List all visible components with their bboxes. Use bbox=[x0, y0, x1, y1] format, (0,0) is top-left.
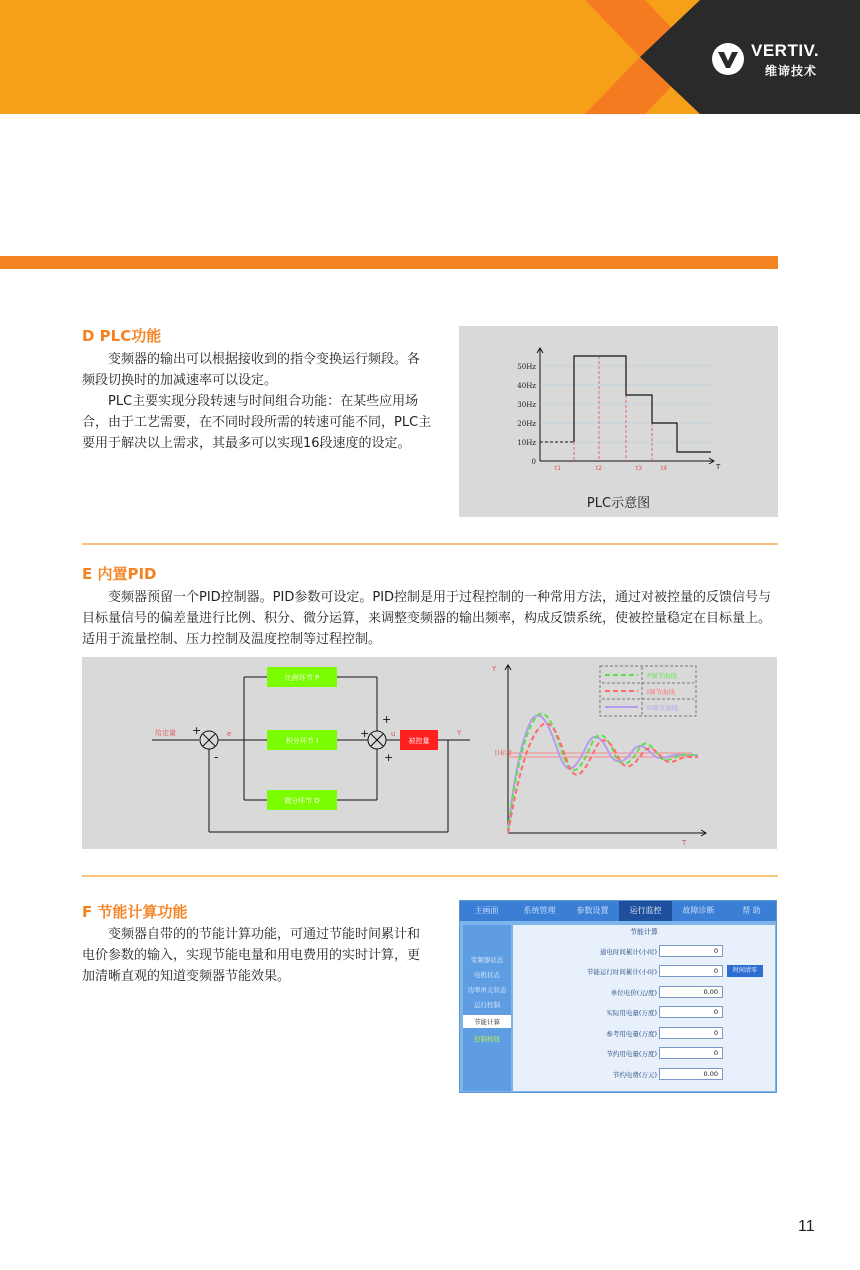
ui-row-input[interactable]: 0.00 bbox=[659, 986, 723, 998]
section-e-line: 目标量信号的偏差量进行比例、积分、微分运算，来调整变频器的输出频率，构成反馈系统，使被控量稳定在目标量上。 bbox=[82, 611, 772, 626]
plc-x-marker: t3 bbox=[635, 465, 643, 472]
section-d-line: 频段切换时的加减速率可以设定。 bbox=[82, 373, 278, 388]
pid-block-i-label: 积分环节 I bbox=[285, 737, 319, 745]
ui-side-item[interactable]: 电机状态 bbox=[474, 971, 500, 979]
pid-plot-y-label: Y bbox=[492, 665, 497, 673]
plc-step-line bbox=[574, 356, 711, 452]
vertiv-logo-icon bbox=[711, 42, 745, 76]
section-d-line: PLC主要实现分段转速与时间组合功能：在某些应用场 bbox=[108, 394, 419, 409]
plc-y-tick: 0 bbox=[531, 458, 536, 466]
section-d-title: D PLC功能 bbox=[82, 327, 162, 345]
plc-x-marker: t1 bbox=[554, 465, 562, 472]
ui-side-item[interactable]: 控制按钮 bbox=[474, 1035, 500, 1043]
ui-row-value: 0 bbox=[659, 945, 723, 957]
plc-y-tick: 10Hz bbox=[517, 439, 536, 447]
ui-side-item[interactable]: 运行控制 bbox=[474, 1001, 500, 1009]
pid-legend-entry: I调节曲线 bbox=[647, 688, 675, 696]
ui-row bbox=[513, 1006, 775, 1020]
header-dark-panel bbox=[640, 0, 860, 114]
pid-block-p-label: 比例环节 P bbox=[284, 674, 320, 682]
plc-caption: PLC示意图 bbox=[586, 496, 651, 511]
plc-figure bbox=[459, 326, 778, 517]
pid-error-label: e bbox=[227, 730, 232, 738]
ui-row-value: 0.00 bbox=[659, 1068, 723, 1080]
ui-side-item[interactable]: 功率单元状态 bbox=[467, 986, 507, 994]
section-d-line: 合，由于工艺需要，在不同时段所需的转速可能不同，PLC主 bbox=[82, 415, 432, 430]
ui-row-label: 节能运行时间累计(小时) bbox=[586, 968, 657, 976]
ui-row bbox=[513, 986, 775, 1000]
ui-main-panel bbox=[513, 925, 775, 1091]
pid-curve-red bbox=[508, 724, 698, 833]
ui-reset-time-button[interactable]: 时间清零 bbox=[727, 965, 763, 977]
ui-nav-help[interactable]: 帮 助 bbox=[742, 906, 761, 915]
ui-nav-params[interactable]: 参数设置 bbox=[576, 906, 609, 915]
plc-y-tick: 40Hz bbox=[517, 382, 536, 390]
plc-step-chart bbox=[459, 326, 778, 486]
pid-sign-minus: - bbox=[214, 750, 219, 764]
pid-summing-junction bbox=[200, 731, 218, 749]
ui-row-value: 0 bbox=[659, 1006, 723, 1018]
ui-row bbox=[513, 945, 775, 959]
ui-nav-system[interactable]: 系统管理 bbox=[523, 906, 556, 915]
brand-name: VERTIV. bbox=[751, 41, 820, 60]
section-divider bbox=[82, 543, 778, 545]
section-d-line: 要用于解决以上需求，其最多可以实现16段速度的设定。 bbox=[82, 436, 411, 451]
ui-side-item[interactable]: 变频器状态 bbox=[470, 956, 504, 964]
pid-legend-entry: D调节曲线 bbox=[647, 704, 679, 712]
section-f-paragraph bbox=[82, 924, 442, 987]
pid-sign-plus: + bbox=[192, 724, 202, 737]
ui-nav-monitor[interactable]: 运行监控 bbox=[619, 901, 672, 921]
pid-plot-x-label: T bbox=[682, 839, 687, 847]
plc-x-marker: t2 bbox=[595, 465, 603, 472]
ui-row bbox=[513, 965, 775, 979]
brand-subtitle: 维谛技术 bbox=[765, 64, 818, 78]
pid-block-plant-label: 被控量 bbox=[408, 737, 430, 745]
ui-nav-bar bbox=[460, 901, 777, 921]
ui-row bbox=[513, 1068, 775, 1082]
ui-row-value: 0 bbox=[659, 965, 723, 977]
section-e-line: 变频器预留一个PID控制器。PID参数可设定。PID控制是用于过程控制的一种常用方法，通过对被控量的反馈信号与 bbox=[108, 590, 772, 605]
plc-x-marker: t4 bbox=[660, 465, 668, 472]
section-f-line: 变频器自带的的节能计算功能，可通过节能时间累计和 bbox=[108, 927, 421, 942]
top-divider bbox=[0, 256, 778, 269]
pid-figure bbox=[82, 657, 777, 849]
plc-x-axis-label: T bbox=[716, 463, 721, 471]
section-divider bbox=[82, 875, 778, 877]
section-f-line: 加清晰直观的知道变频器节能效果。 bbox=[82, 969, 291, 984]
section-d-line: 变频器的输出可以根据接收到的指令变换运行频段。各 bbox=[108, 352, 421, 367]
section-f-title: F 节能计算功能 bbox=[82, 903, 188, 921]
pid-sign-plus: + bbox=[360, 727, 370, 740]
section-d-paragraph bbox=[82, 349, 442, 454]
plc-y-tick: 50Hz bbox=[517, 363, 536, 371]
header-banner bbox=[0, 0, 860, 114]
section-e-title: E 内置PID bbox=[82, 565, 157, 583]
ui-row-input[interactable]: 0 bbox=[659, 1027, 723, 1039]
pid-output-label: Y bbox=[457, 729, 462, 737]
ui-nav-main[interactable]: 主画面 bbox=[474, 906, 499, 915]
ui-nav-fault[interactable]: 故障诊断 bbox=[682, 906, 715, 915]
ui-row bbox=[513, 1047, 775, 1061]
page-number: 11 bbox=[798, 1218, 815, 1235]
pid-sign-plus: + bbox=[382, 713, 392, 726]
ui-side-item-active[interactable]: 节能计算 bbox=[463, 1015, 511, 1028]
pid-legend-entry: P调节曲线 bbox=[647, 672, 677, 680]
section-e-line: 适用于流量控制、压力控制及温度控制等过程控制。 bbox=[82, 632, 382, 647]
pid-target-label: 目标量 bbox=[494, 750, 513, 757]
ui-row-label: 通电时间累计(小时) bbox=[599, 948, 657, 956]
section-f-line: 电价参数的输入，实现节能电量和用电费用的实时计算，更 bbox=[82, 948, 421, 963]
pid-diagram bbox=[82, 657, 777, 849]
section-e-paragraph bbox=[82, 587, 782, 650]
pid-sign-plus: + bbox=[384, 751, 394, 764]
energy-ui-screenshot bbox=[459, 900, 777, 1093]
pid-block-d-label: 微分环节 D bbox=[284, 797, 320, 805]
ui-row-value: 0 bbox=[659, 1047, 723, 1059]
ui-row-label: 参考用电量(万度) bbox=[606, 1030, 657, 1038]
ui-row-label: 节约电费(万元) bbox=[612, 1071, 657, 1079]
ui-row-label: 实际用电量(万度) bbox=[606, 1009, 657, 1017]
ui-row-label: 单位电价(元/度) bbox=[610, 989, 657, 997]
pid-summing-junction bbox=[368, 731, 386, 749]
ui-row bbox=[513, 1027, 775, 1041]
pid-u-label: u bbox=[391, 730, 396, 738]
pid-input-label: 给定量 bbox=[155, 729, 176, 737]
ui-row-label: 节约用电量(万度) bbox=[606, 1050, 657, 1058]
plc-y-tick: 30Hz bbox=[517, 401, 536, 409]
ui-panel-title: 节能计算 bbox=[630, 928, 658, 936]
ui-sidebar bbox=[463, 925, 511, 1091]
plc-y-tick: 20Hz bbox=[517, 420, 536, 428]
